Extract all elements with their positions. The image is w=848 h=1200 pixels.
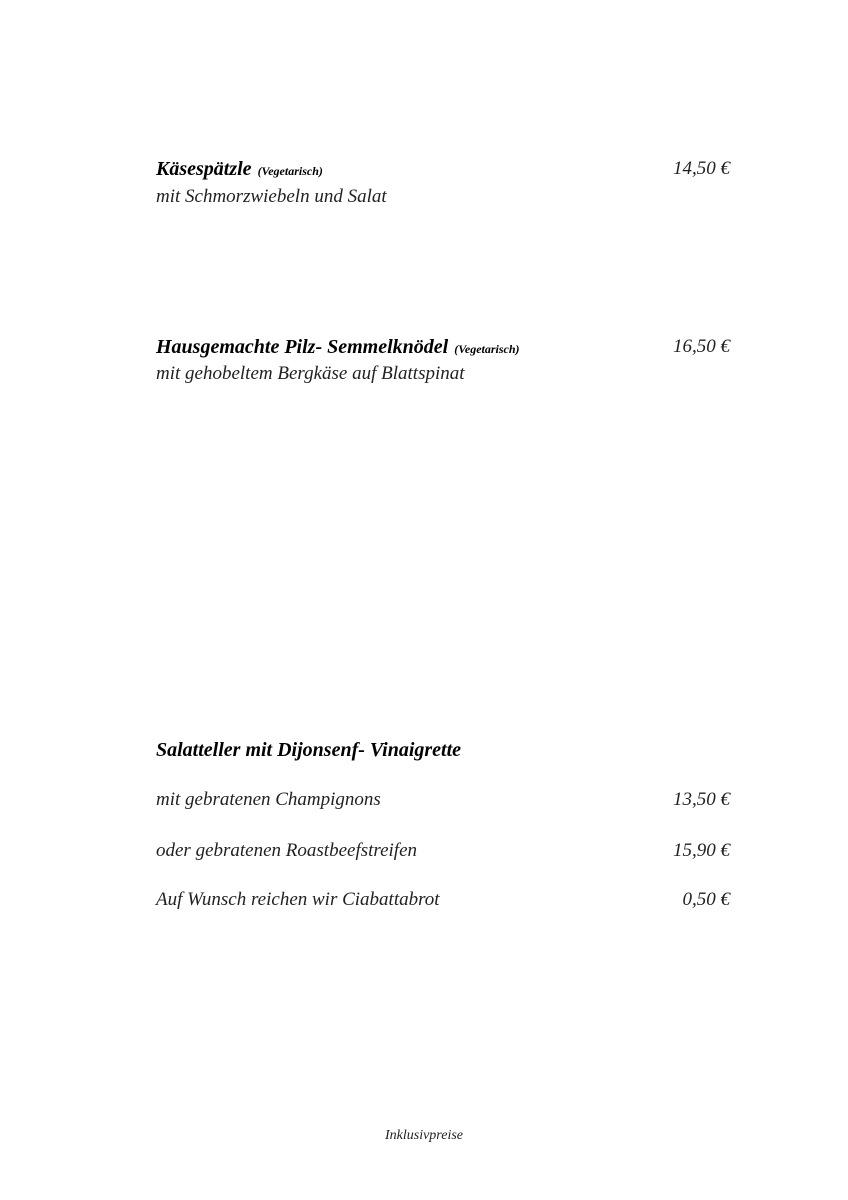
salad-option-price: 13,50 €: [673, 789, 730, 810]
menu-item-price: 16,50 €: [673, 336, 730, 357]
salad-title: Salatteller mit Dijonsenf- Vinaigrette: [156, 739, 462, 761]
menu-item-description: mit Schmorzwiebeln und Salat: [156, 186, 387, 207]
menu-item-tag: (Vegetarisch): [257, 164, 323, 178]
salad-option-row: [156, 789, 730, 811]
salad-option-label: oder gebratenen Roastbeefstreifen: [156, 840, 418, 861]
footer-note: Inklusivpreise: [384, 1128, 463, 1143]
menu-item-title-row: [156, 336, 730, 359]
menu-item-title-row: [156, 158, 730, 181]
salad-option-price: 0,50 €: [682, 889, 730, 910]
salad-option-row: [156, 840, 730, 862]
menu-item-tag: (Vegetarisch): [454, 342, 520, 356]
salad-heading: [156, 739, 730, 762]
menu-item-title: Käsespätzle: [156, 158, 252, 180]
salad-option-price: 15,90 €: [673, 840, 730, 861]
menu-item-price: 14,50 €: [673, 158, 730, 179]
salad-option-label: Auf Wunsch reichen wir Ciabattabrot: [156, 889, 440, 910]
salad-option-label: mit gebratenen Champignons: [156, 789, 381, 810]
salad-option-row: [156, 889, 730, 911]
menu-item-description: mit gehobeltem Bergkäse auf Blattspinat: [156, 363, 465, 384]
menu-item-title: Hausgemachte Pilz- Semmelknödel: [156, 336, 449, 358]
